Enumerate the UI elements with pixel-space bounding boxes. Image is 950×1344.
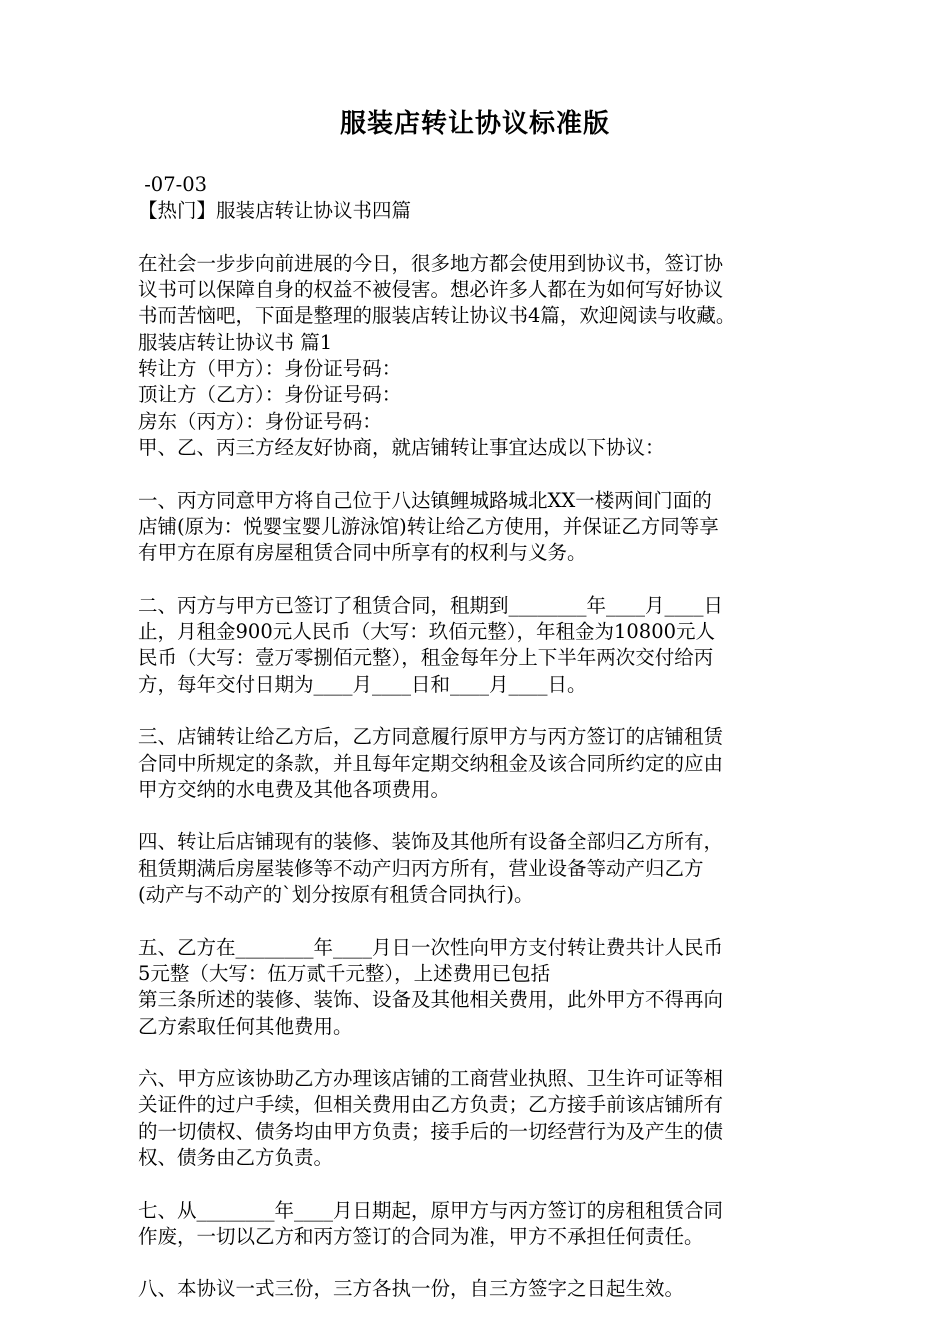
document-date: -07-03 (138, 173, 208, 196)
intro-line: 议书可以保障自身的权益不被侵害。想必许多人都在为如何写好协议 (138, 278, 724, 302)
clause-5-line: 五、乙方在________年____月日一次性向甲方支付转让费共计人民币 (138, 935, 724, 959)
clause-6-line: 的一切债权、债务均由甲方负责；接手后的一切经营行为及产生的债 (138, 1119, 724, 1143)
document-heading: 【热门】服装店转让协议书四篇 (138, 199, 412, 223)
clause-1-line: 店铺(原为：悦婴宝婴儿游泳馆)转让给乙方使用，并保证乙方同等享 (138, 514, 719, 538)
blank-line (138, 461, 828, 487)
party-line: 房东（丙方）：身份证号码： (138, 409, 382, 433)
party-line: 顶让方（乙方）：身份证号码： (138, 383, 402, 407)
clause-3-line: 甲方交纳的水电费及其他各项费用。 (138, 777, 451, 801)
blank-line (138, 225, 828, 251)
clause-6-line: 六、甲方应该协助乙方办理该店铺的工商营业执照、卫生许可证等相 (138, 1067, 724, 1091)
clause-1-line: 一、丙方同意甲方将自己位于八达镇鲤城路城北XX一楼两间门面的 (138, 488, 712, 512)
clause-8-line: 八、本协议一式三份，三方各执一份，自三方签字之日起生效。 (138, 1277, 685, 1301)
blank-line (138, 803, 828, 829)
clause-4-line: 租赁期满后房屋装修等不动产归丙方所有，营业设备等动产归乙方 (138, 856, 704, 880)
blank-line (138, 1171, 828, 1197)
clause-3-line: 三、店铺转让给乙方后，乙方同意履行原甲方与丙方签订的店铺租赁 (138, 725, 724, 749)
blank-line (138, 1250, 828, 1276)
clause-4-line: (动产与不动产的`划分按原有租赁合同执行)。 (138, 883, 534, 907)
document-body (138, 172, 828, 1303)
party-line: 甲、乙、丙三方经友好协商，就店铺转让事宜达成以下协议： (138, 435, 665, 459)
clause-4-line: 四、转让后店铺现有的装修、装饰及其他所有设备全部归乙方所有， (138, 830, 724, 854)
blank-line (138, 698, 828, 724)
blank-line (138, 566, 828, 592)
clause-5-line: 第三条所述的装修、装饰、设备及其他相关费用，此外甲方不得再向 (138, 988, 724, 1012)
clause-5-line: 5元整（大写：伍万贰千元整），上述费用已包括 (138, 961, 551, 985)
clause-2-line: 二、丙方与甲方已签订了租赁合同，租期到________年____月____日 (138, 593, 724, 617)
party-line: 转让方（甲方）：身份证号码： (138, 357, 402, 381)
intro-line: 在社会一步步向前进展的今日，很多地方都会使用到协议书，签订协 (138, 251, 724, 275)
clause-2-line: 止，月租金900元人民币（大写：玖佰元整），年租金为10800元人 (138, 620, 716, 644)
clause-7-line: 作废，一切以乙方和丙方签订的合同为准，甲方不承担任何责任。 (138, 1224, 704, 1248)
blank-line (138, 1040, 828, 1066)
blank-line (138, 908, 828, 934)
clause-2-line: 民币（大写：壹万零捌佰元整），租金每年分上下半年两次交付给丙 (138, 646, 714, 670)
section-title: 服装店转让协议书 篇1 (138, 330, 333, 354)
clause-7-line: 七、从________年____月日期起，原甲方与丙方签订的房租租赁合同 (138, 1198, 724, 1222)
intro-line: 书而苦恼吧，下面是整理的服装店转让协议书4篇，欢迎阅读与收藏。 (138, 304, 736, 328)
clause-2-line: 方，每年交付日期为____月____日和____月____日。 (138, 672, 587, 696)
clause-6-line: 权、债务由乙方负责。 (138, 1145, 334, 1169)
clause-3-line: 合同中所规定的条款，并且每年定期交纳租金及该合同所约定的应由 (138, 751, 724, 775)
clause-1-line: 有甲方在原有房屋租赁合同中所享有的权利与义务。 (138, 541, 587, 565)
clause-5-line: 乙方索取任何其他费用。 (138, 1014, 353, 1038)
clause-6-line: 关证件的过户手续，但相关费用由乙方负责；乙方接手前该店铺所有 (138, 1093, 724, 1117)
document-title: 服装店转让协议标准版 (339, 109, 610, 139)
